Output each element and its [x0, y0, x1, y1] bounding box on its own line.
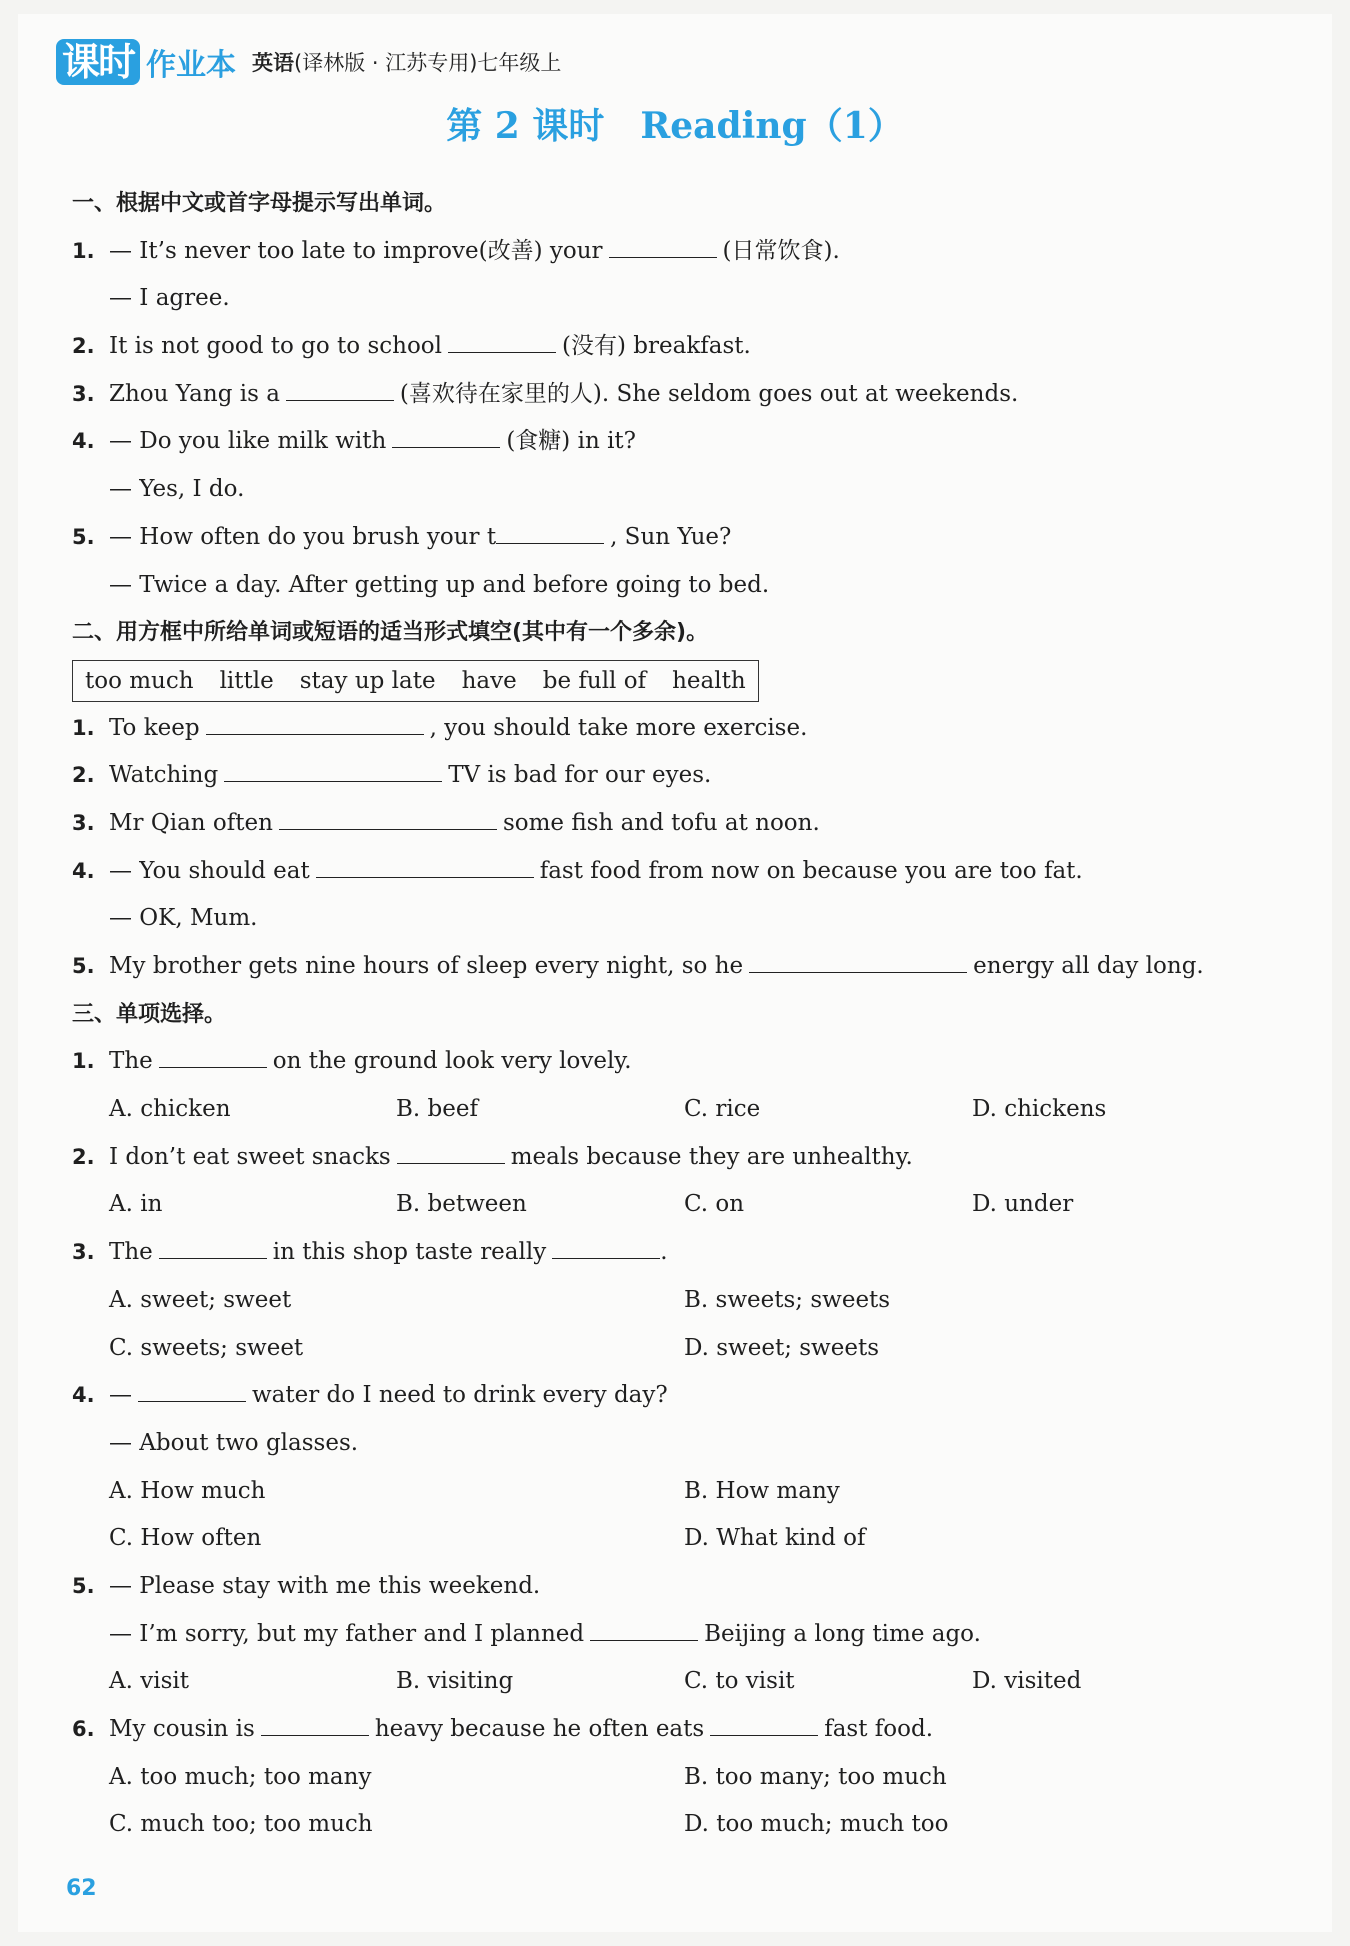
option-d[interactable]: D. What kind of: [684, 1525, 866, 1552]
option-b[interactable]: B. between: [396, 1191, 527, 1218]
option-b[interactable]: B. How many: [684, 1477, 840, 1504]
s3-q3: 3. The in this shop taste really .: [72, 1239, 668, 1266]
word-bank-item: be full of: [542, 667, 647, 694]
s3-q1: 1. The on the ground look very lovely.: [72, 1048, 632, 1075]
option-b[interactable]: B. visiting: [396, 1668, 514, 1695]
answer-blank[interactable]: [392, 427, 500, 448]
answer-blank[interactable]: [224, 761, 442, 782]
section-3-title: 三、单项选择。: [72, 1001, 227, 1027]
option-d[interactable]: D. visited: [972, 1668, 1082, 1695]
answer-blank[interactable]: [159, 1238, 267, 1259]
option-d[interactable]: D. sweet; sweets: [684, 1334, 880, 1361]
s1-q1-reply: — I agree.: [109, 285, 230, 312]
s2-q4: 4. — You should eat fast food from now on because you are too fat.: [72, 857, 1083, 884]
answer-blank[interactable]: [397, 1143, 505, 1164]
page-number: 62: [66, 1876, 97, 1901]
answer-blank[interactable]: [710, 1715, 818, 1736]
option-c[interactable]: C. much too; too much: [109, 1811, 373, 1838]
answer-blank[interactable]: [749, 952, 967, 973]
answer-blank[interactable]: [138, 1381, 246, 1402]
s3-q6-options-ab: [72, 1754, 1272, 1802]
answer-blank[interactable]: [590, 1620, 698, 1641]
option-b[interactable]: B. too many; too much: [684, 1763, 947, 1790]
s2-q4-reply: — OK, Mum.: [109, 905, 258, 932]
word-bank-row: [72, 657, 1272, 705]
s2-q2: 2. Watching TV is bad for our eyes.: [72, 762, 712, 789]
s1-q3: 3. Zhou Yang is a (喜欢待在家里的人). She seldom goes out at weekends.: [72, 380, 1019, 407]
answer-blank[interactable]: [279, 809, 497, 830]
s1-q2: 2. It is not good to go to school (没有) breakfast.: [72, 333, 751, 360]
section-2-title: 二、用方框中所给单词或短语的适当形式填空(其中有一个多余)。: [72, 620, 709, 646]
option-a[interactable]: A. too much; too many: [109, 1763, 372, 1790]
s3-q2: 2. I don’t eat sweet snacks meals because they are unhealthy.: [72, 1143, 913, 1170]
s3-q3-options-ab: [72, 1277, 1272, 1325]
option-a[interactable]: A. visit: [109, 1668, 189, 1695]
s3-q5: 5. — Please stay with me this weekend.: [72, 1572, 541, 1599]
option-b[interactable]: B. sweets; sweets: [684, 1286, 891, 1313]
word-bank-item: stay up late: [299, 667, 436, 694]
option-c[interactable]: C. to visit: [684, 1668, 795, 1695]
answer-blank[interactable]: [286, 380, 394, 401]
header-subtitle: 英语(译林版 · 江苏专用)七年级上: [252, 51, 562, 75]
word-bank-item: have: [461, 667, 517, 694]
option-a[interactable]: A. chicken: [109, 1096, 231, 1123]
s3-q5-reply: — I’m sorry, but my father and I planned Beijing a long time ago.: [109, 1620, 981, 1647]
lesson-title: 第 2 课时 Reading（1）: [446, 105, 904, 147]
answer-blank[interactable]: [609, 237, 717, 258]
answer-blank[interactable]: [206, 714, 424, 735]
s3-q4-options-ab: [72, 1468, 1272, 1516]
option-d[interactable]: D. chickens: [972, 1096, 1107, 1123]
book-header: [56, 36, 561, 88]
s1-q4-reply: — Yes, I do.: [109, 476, 245, 503]
option-d[interactable]: D. too much; much too: [684, 1811, 949, 1838]
answer-blank[interactable]: [159, 1047, 267, 1068]
s3-q5-options: [72, 1658, 1272, 1706]
s3-q4-reply: — About two glasses.: [109, 1429, 359, 1456]
s1-q5: 5. — How often do you brush your t , Sun Yue?: [72, 523, 732, 550]
s3-q6: 6. My cousin is heavy because he often eats fast food.: [72, 1716, 934, 1742]
s3-q1-options: [72, 1086, 1272, 1134]
option-d[interactable]: D. under: [972, 1191, 1074, 1218]
exercise-content: [72, 180, 1272, 1849]
option-c[interactable]: C. rice: [684, 1096, 761, 1123]
s3-q3-options-cd: [72, 1325, 1272, 1373]
s3-q4-options-cd: [72, 1515, 1272, 1563]
answer-blank[interactable]: [552, 1238, 660, 1259]
logo-badge: 课时: [56, 39, 140, 85]
s1-q1: 1. — It’s never too late to improve(改善) your (日常饮食).: [72, 237, 840, 264]
option-a[interactable]: A. in: [109, 1191, 163, 1218]
option-b[interactable]: B. beef: [396, 1096, 478, 1123]
answer-blank[interactable]: [496, 523, 604, 544]
word-bank-item: little: [219, 667, 274, 694]
s2-q1: 1. To keep , you should take more exercise.: [72, 714, 808, 741]
s1-q5-reply: — Twice a day. After getting up and before going to bed.: [109, 571, 770, 598]
word-bank: [72, 660, 759, 702]
s2-q3: 3. Mr Qian often some fish and tofu at noon.: [72, 809, 820, 836]
option-c[interactable]: C. sweets; sweet: [109, 1334, 304, 1361]
s3-q6-options-cd: [72, 1801, 1272, 1849]
s3-q4: 4. — water do I need to drink every day?: [72, 1382, 668, 1409]
word-bank-item: too much: [85, 667, 194, 694]
option-c[interactable]: C. How often: [109, 1525, 262, 1552]
section-1-title: 一、根据中文或首字母提示写出单词。: [72, 191, 447, 216]
answer-blank[interactable]: [316, 857, 534, 878]
logo-text: 作业本: [146, 48, 237, 83]
answer-blank[interactable]: [448, 332, 556, 353]
option-a[interactable]: A. How much: [109, 1477, 266, 1504]
s2-q5: 5. My brother gets nine hours of sleep every night, so he energy all day long.: [72, 953, 1204, 979]
option-c[interactable]: C. on: [684, 1191, 745, 1218]
s1-q4: 4. — Do you like milk with (食糖) in it?: [72, 428, 636, 455]
answer-blank[interactable]: [261, 1715, 369, 1736]
option-a[interactable]: A. sweet; sweet: [109, 1286, 292, 1313]
s3-q2-options: [72, 1181, 1272, 1229]
word-bank-item: health: [672, 667, 746, 694]
